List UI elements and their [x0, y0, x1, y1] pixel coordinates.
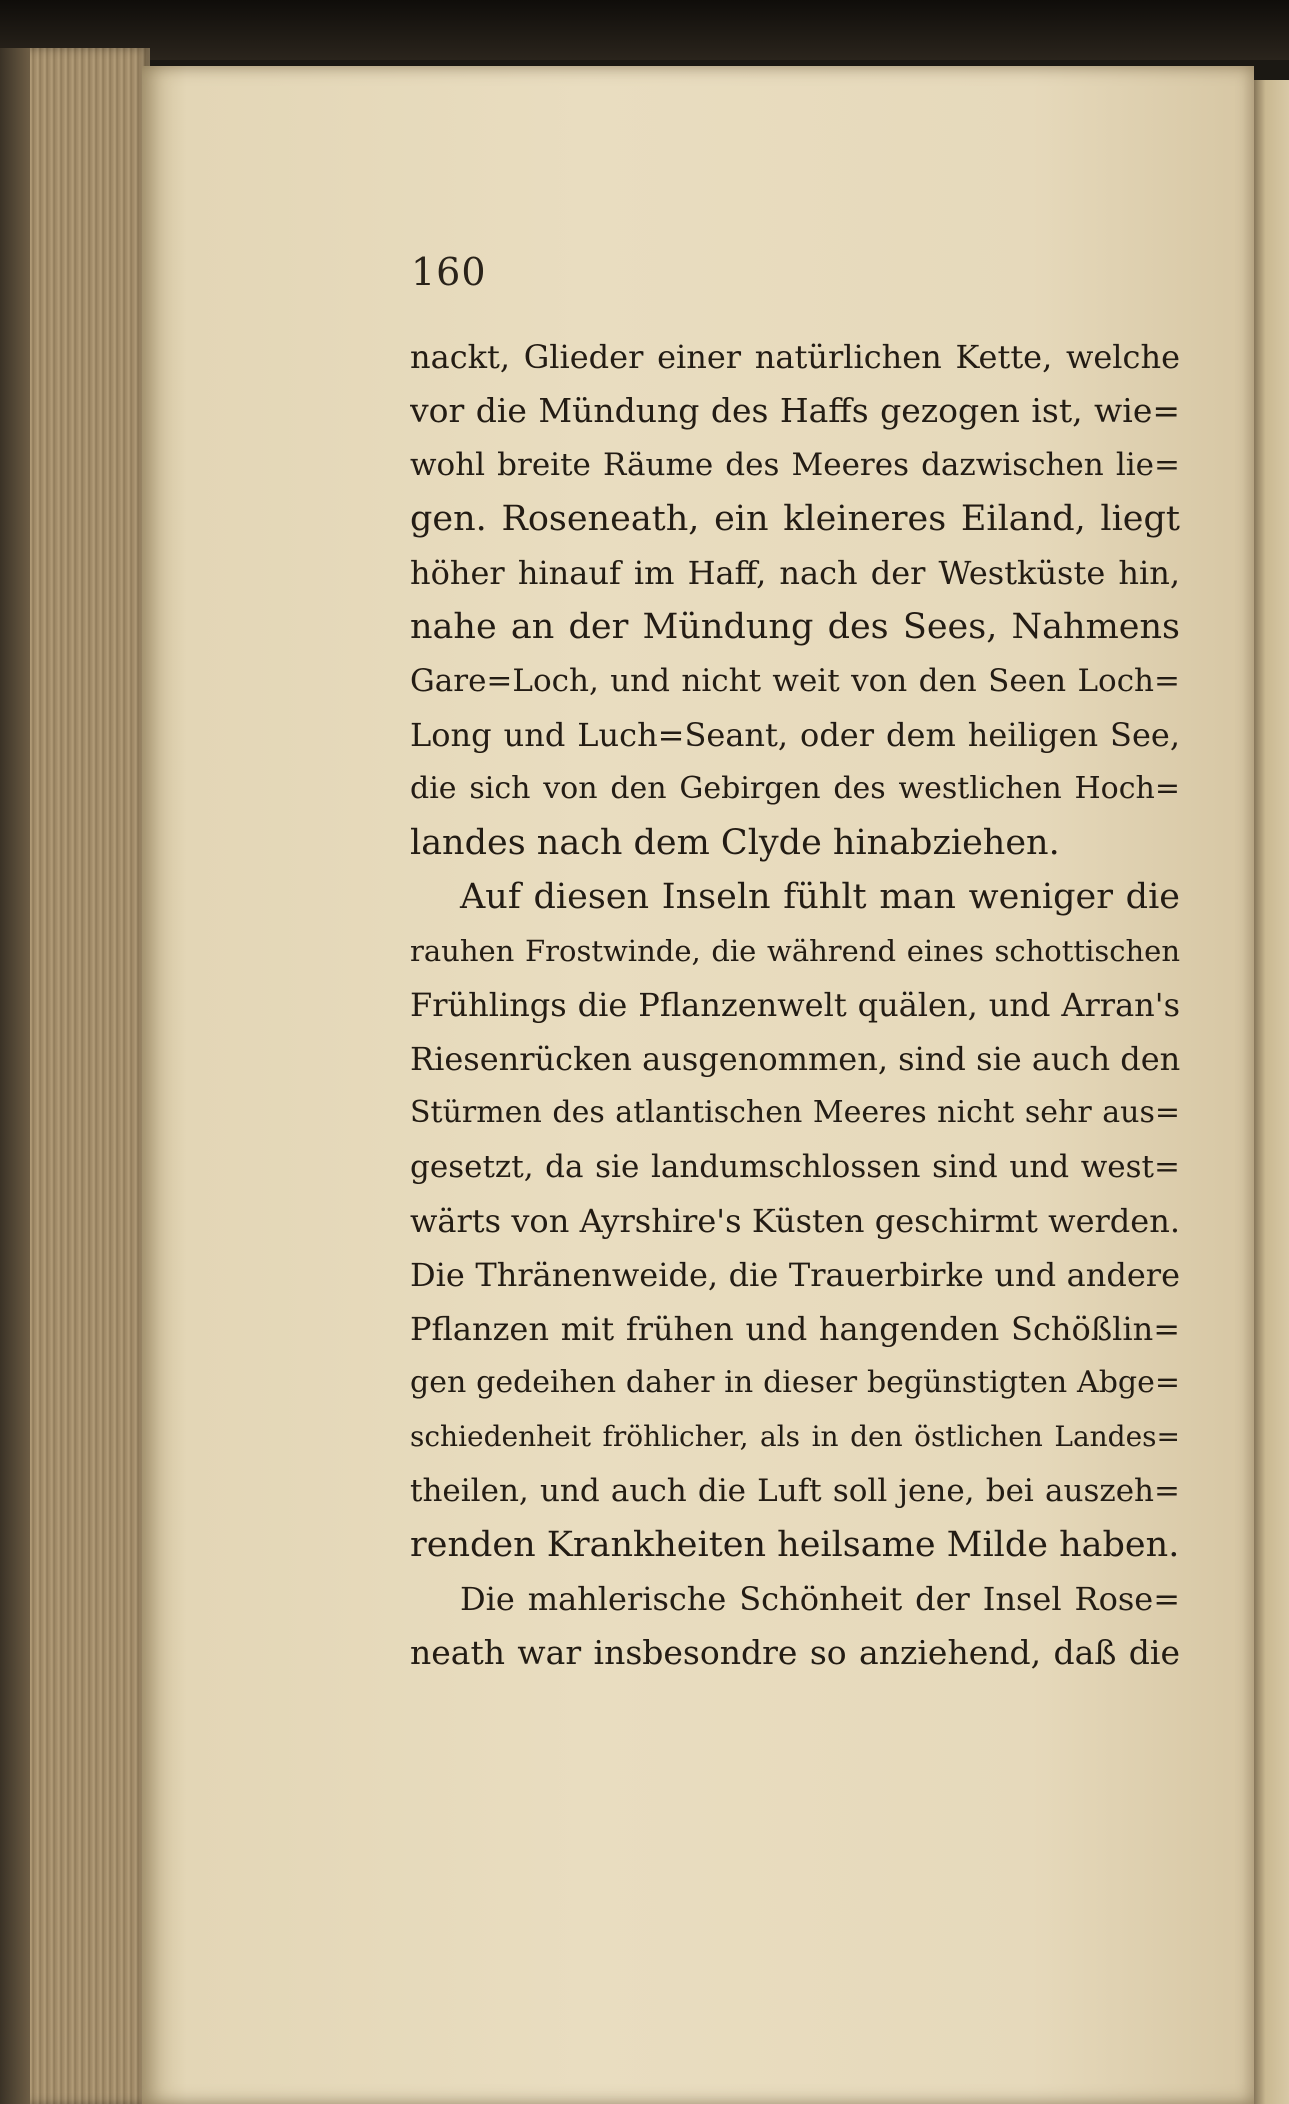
text-line: Gare=Loch, und nicht weit von den Seen Loch=	[410, 663, 1180, 699]
text-line: Stürmen des atlantischen Meeres nicht sehr aus=	[410, 1095, 1180, 1130]
text-line: nackt, Glieder einer natürlichen Kette, welche	[410, 338, 1180, 376]
text-line: gen gedeihen daher in dieser begünstigten Abge=	[410, 1365, 1180, 1400]
text-line: schiedenheit fröhlicher, als in den östlichen Landes=	[410, 1420, 1180, 1453]
text-line: die sich von den Gebirgen des westlichen Hoch=	[410, 771, 1180, 806]
page-number: 160	[411, 250, 487, 294]
text-line: Riesenrücken ausgenommen, sind sie auch den	[410, 1040, 1180, 1078]
text-line: gesetzt, da sie landumschlossen sind und west=	[410, 1149, 1180, 1185]
body-text	[410, 330, 1180, 1680]
text-line: nahe an der Mündung des Sees, Nahmens	[410, 607, 1180, 647]
text-line: Pflanzen mit frühen und hangenden Schößlin=	[410, 1310, 1180, 1348]
text-line: neath war insbesondre so anziehend, daß die	[410, 1633, 1180, 1672]
text-line: höher hinauf im Haff, nach der Westküste hin,	[410, 554, 1180, 592]
text-line: Frühlings die Pflanzenwelt quälen, und Arran's	[410, 986, 1180, 1024]
text-line: Die Thränenweide, die Trauerbirke und andere	[410, 1256, 1180, 1294]
text-line: Long und Luch=Seant, oder dem heiligen See,	[410, 716, 1180, 754]
text-line: wohl breite Räume des Meeres dazwischen lie=	[410, 447, 1180, 483]
text-line: landes nach dem Clyde hinabziehen.	[410, 823, 1060, 863]
text-line: gen. Roseneath, ein kleineres Eiland, liegt	[410, 499, 1180, 539]
text-line: Auf diesen Inseln fühlt man weniger die	[460, 877, 1180, 917]
text-line: vor die Mündung des Haffs gezogen ist, wie=	[410, 391, 1180, 430]
text-line: theilen, und auch die Luft soll jene, bei auszeh=	[410, 1473, 1180, 1509]
text-line: wärts von Ayrshire's Küsten geschirmt werden.	[410, 1202, 1180, 1240]
text-line: rauhen Frostwinde, die während eines schottischen	[410, 934, 1180, 968]
spine-shadow	[0, 48, 30, 2104]
facing-page-edge	[1250, 80, 1289, 2104]
text-line: renden Krankheiten heilsame Milde haben.	[410, 1525, 1180, 1565]
text-line: Die mahlerische Schönheit der Insel Rose=	[460, 1580, 1180, 1618]
top-shadow	[0, 0, 1289, 60]
